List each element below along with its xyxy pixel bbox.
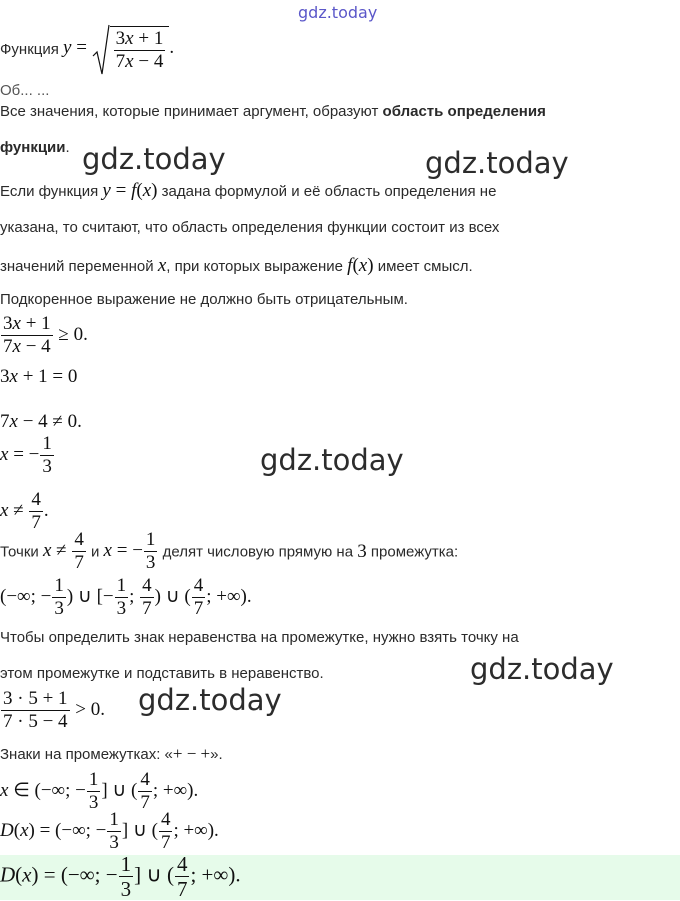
signs-values: + − + — [172, 744, 211, 763]
function-line — [0, 26, 174, 72]
intervals: (−∞; − $\frac{1}{3}$ ) ∪ [− $\frac{1}{3}$ ; $\frac{4}{7}$ ) ∪ ( $\frac{4}{7}$ ; +∞). — [0, 575, 252, 619]
clipped-line: Об... ... — [0, 82, 50, 99]
watermark-5: gdz.today — [138, 683, 282, 717]
paragraph-2-line-3 — [0, 255, 473, 277]
excluded-x2: x ≠ $\frac{4}{7}$ . — [0, 489, 49, 533]
text: Если функция — [0, 183, 99, 200]
var-x: x — [157, 255, 167, 276]
root-x1: x = − $\frac{1}{3}$ — [0, 433, 52, 477]
paragraph-2-line-2: указана, то считают, что область определения функции состоит из всех — [0, 219, 500, 236]
inequality: $\frac{3x + 1}{7x - 4}$ ≥ 0. — [3, 313, 88, 357]
paragraph-1-line-2: функции. — [0, 139, 70, 156]
points-line — [0, 530, 458, 573]
text: задана формулой и её область определения не — [161, 183, 497, 200]
text: и — [90, 543, 100, 561]
substitution-check: $\frac{3 \cdot 5 + 1}{7 \cdot 5 - 4}$ > 0. — [3, 688, 106, 732]
function-label: Функция — [0, 40, 59, 58]
formula-fx: f(x) — [347, 255, 374, 276]
equation-denominator: 7x − 4 ≠ 0. — [0, 411, 82, 432]
paragraph-2-line-1 — [0, 180, 496, 202]
function-formula: y = $\frac{3x + 1}{7x - 4}$ . — [63, 37, 174, 58]
text: , при которых выражение — [166, 258, 343, 275]
equation-numerator: 3x + 1 = 0 — [0, 366, 78, 387]
text: ». — [210, 746, 223, 763]
answer-domain: D(x) = (−∞; − $\frac{1}{3}$ ] ∪ ( $\frac{4}{7}$ ; +∞). — [0, 852, 241, 901]
point-x1: x = − $\frac{1}{3}$ — [103, 529, 156, 573]
solution-set: x ∈ (−∞; − $\frac{1}{3}$ ] ∪ ( $\frac{4}{7}$ ; +∞). — [0, 769, 199, 813]
watermark-3: gdz.today — [260, 443, 404, 477]
interval-count: 3 — [357, 540, 367, 562]
paragraph-3: Подкоренное выражение не должно быть отрицательным. — [0, 291, 408, 308]
paragraph-4-line-2: этом промежутке и подставить в неравенство. — [0, 665, 324, 682]
domain-line: D(x) = (−∞; − $\frac{1}{3}$ ] ∪ ( $\frac{4}{7}$ ; +∞). — [0, 809, 219, 853]
watermark-2: gdz.today — [425, 146, 569, 180]
text: Точки — [0, 543, 39, 561]
paragraph-1-line-1 — [0, 103, 546, 120]
formula-yfx: y = f(x) — [102, 180, 158, 201]
text: имеет смысл. — [377, 258, 473, 275]
term-bold-2: функции — [0, 139, 66, 156]
text: делят числовую прямую на — [162, 543, 354, 561]
paragraph-4-line-1: Чтобы определить знак неравенства на промежутке, нужно взять точку на — [0, 629, 519, 646]
term-bold: область определения — [382, 103, 546, 120]
point-x2: x ≠ $\frac{4}{7}$ — [42, 529, 84, 573]
text: Знаки на промежутках: « — [0, 746, 173, 763]
text: промежутка: — [370, 543, 459, 561]
text: Все значения, которые принимает аргумент, образуют — [0, 103, 379, 120]
text: значений переменной — [0, 258, 154, 275]
signs-line — [0, 744, 223, 764]
watermark-1: gdz.today — [82, 142, 226, 176]
sqrt: $\frac{3x + 1}{7x - 4}$ — [92, 26, 170, 72]
watermark-top: gdz.today — [298, 3, 378, 22]
watermark-4: gdz.today — [470, 652, 614, 686]
